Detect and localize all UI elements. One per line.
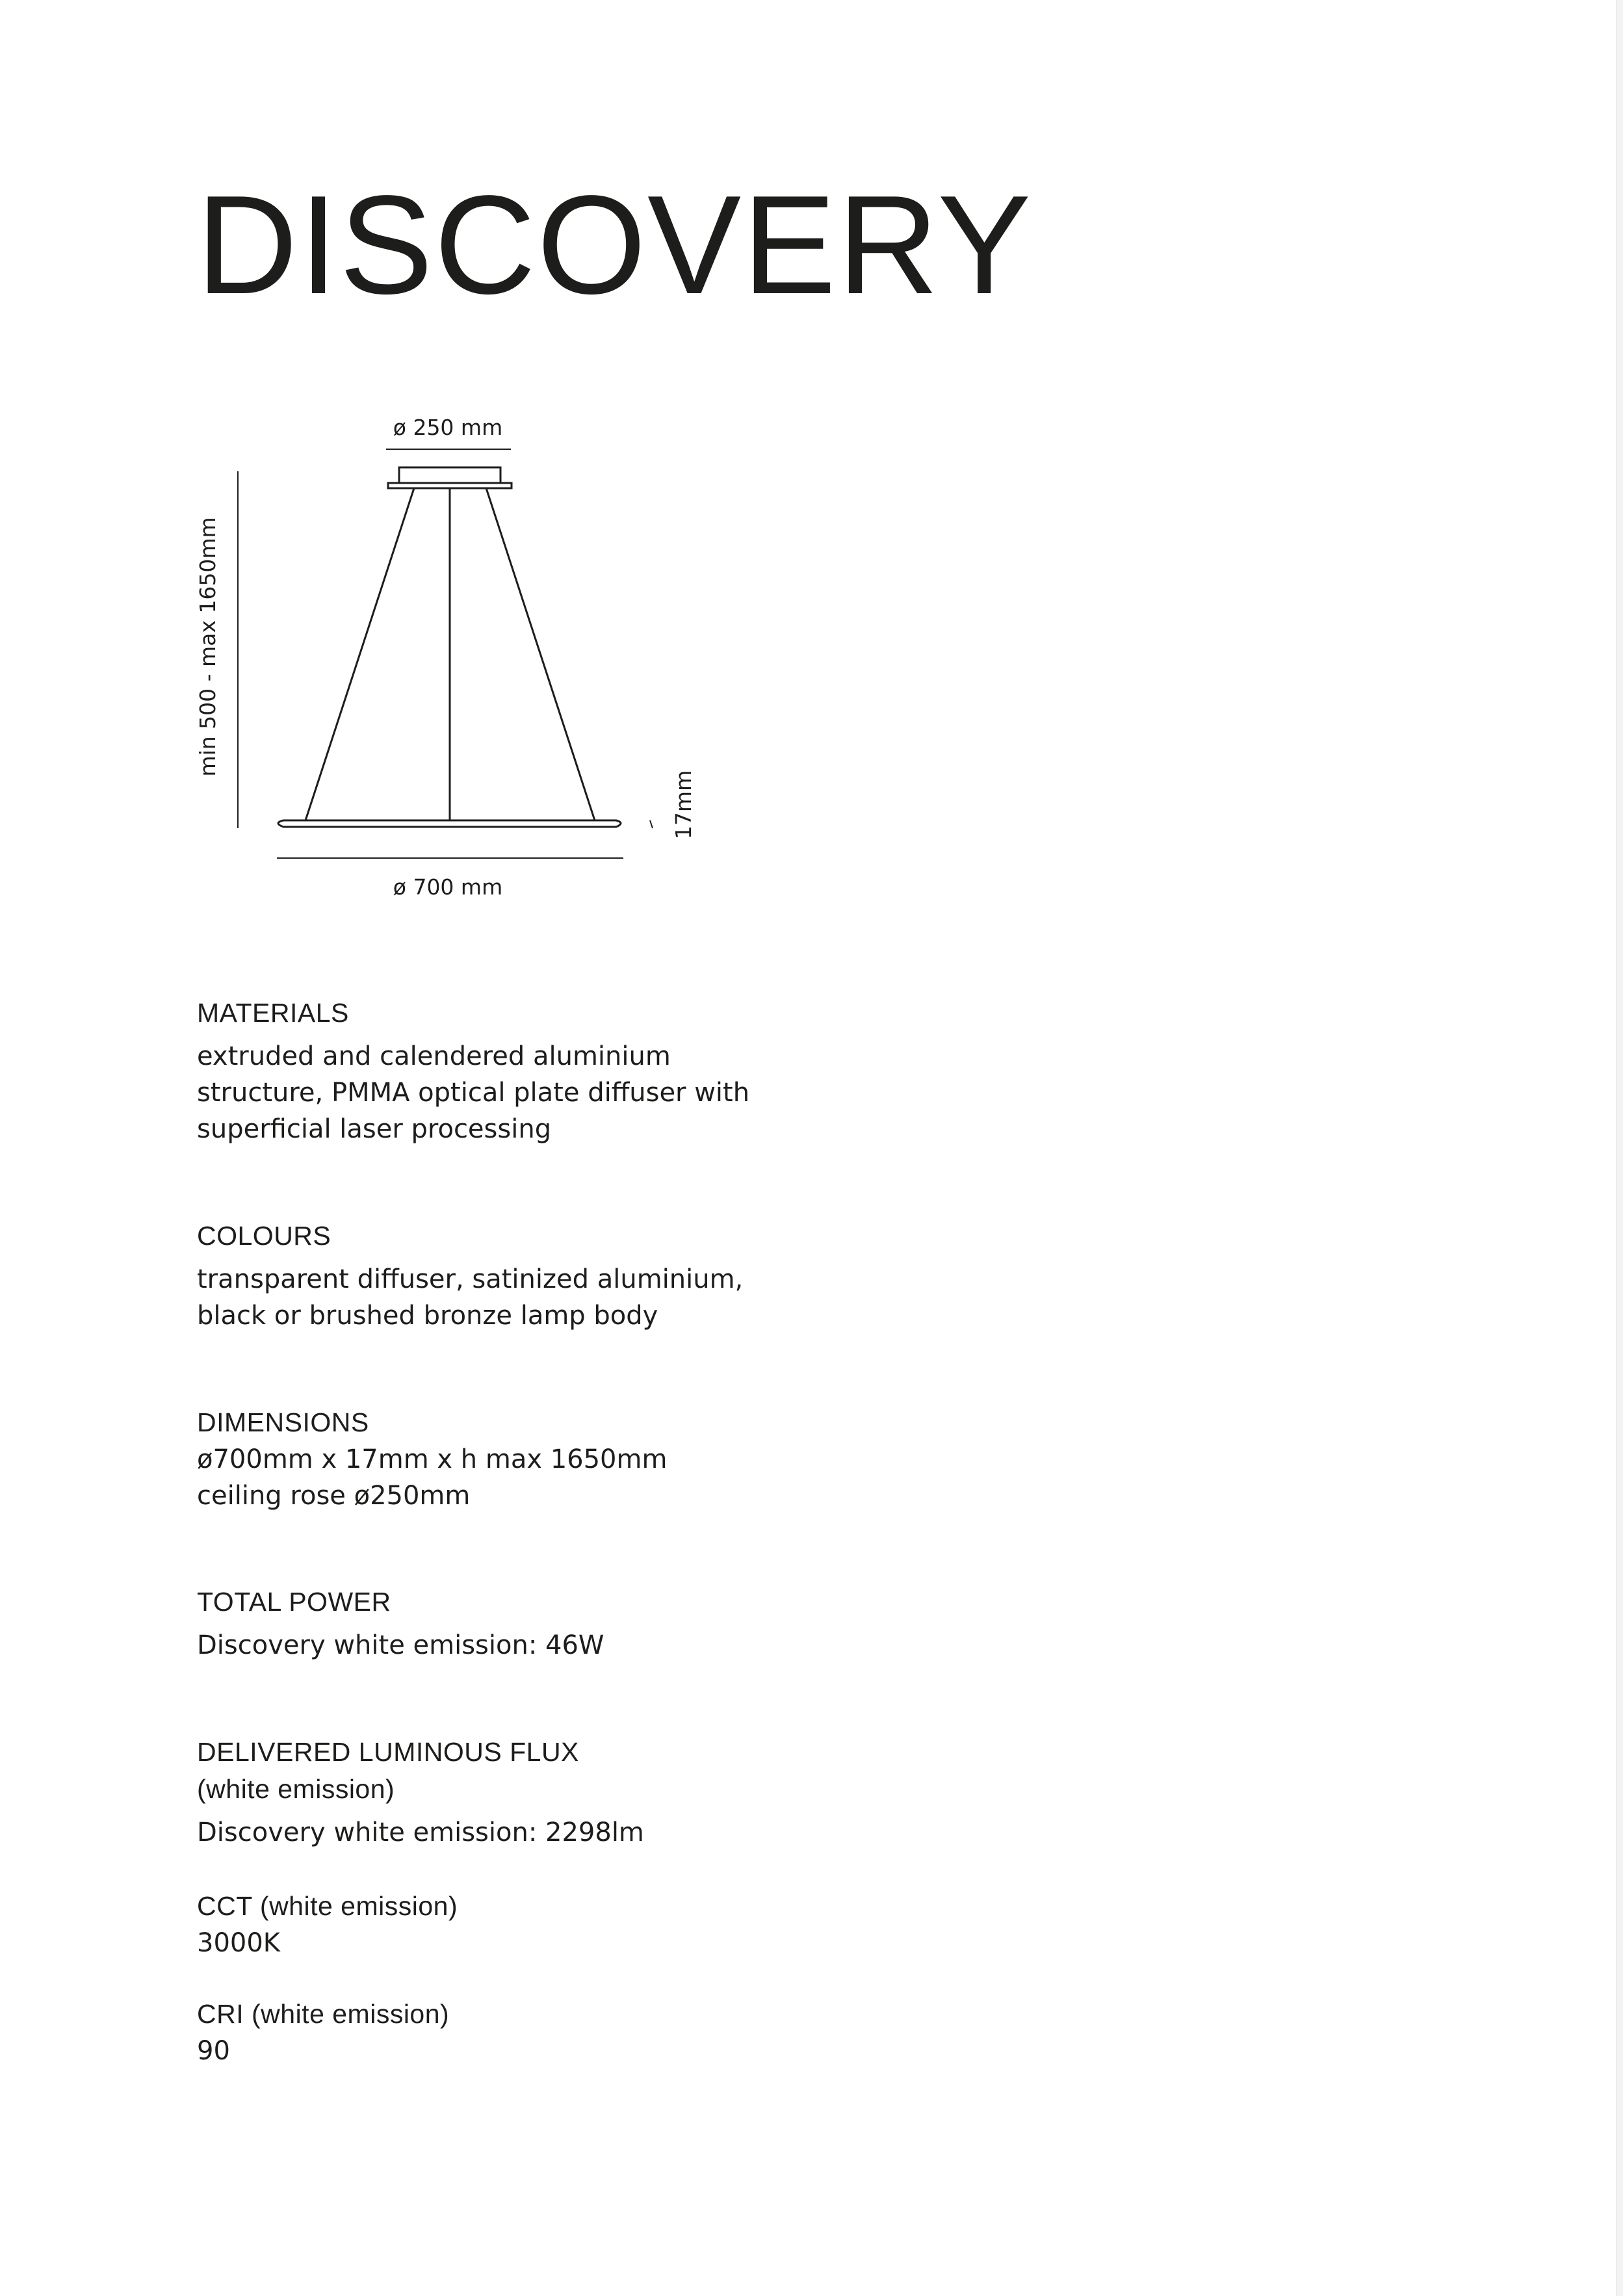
cri-heading: CRI (white emission) (197, 1999, 450, 2029)
total-power-text: Discovery white emission: 46W (197, 1630, 604, 1660)
ceiling-rose (399, 467, 500, 483)
cable-left (305, 488, 414, 820)
cable-right (486, 488, 595, 820)
cri-section (197, 1996, 977, 2069)
dimensions-text: ø700mm x 17mm x h max 1650mm ceiling rose ø250mm (197, 1444, 668, 1511)
technical-drawing (0, 0, 780, 923)
thickness-label: 17mm (671, 770, 696, 840)
luminous-flux-section (197, 1734, 977, 1851)
total-power-heading: TOTAL POWER (197, 1587, 391, 1617)
page-edge (1616, 0, 1623, 2296)
colours-section (197, 1218, 977, 1334)
materials-section (197, 995, 977, 1147)
colours-text: transparent diffuser, satinized aluminium, black or brushed bronze lamp body (197, 1264, 744, 1331)
product-title: DISCOVERY (196, 166, 1033, 323)
total-power-section (197, 1584, 977, 1663)
cct-section (197, 1888, 977, 1961)
ring-body (278, 820, 621, 827)
ceiling-rose-plate (388, 483, 512, 488)
cct-text: 3000K (197, 1928, 281, 1958)
cri-text: 90 (197, 2036, 230, 2066)
dimensions-heading: DIMENSIONS (197, 1407, 369, 1437)
dimensions-section (197, 1404, 977, 1514)
thickness-dimension-line (650, 820, 653, 828)
ring-diameter-label: ø 700 mm (393, 874, 503, 900)
cct-heading: CCT (white emission) (197, 1891, 458, 1921)
height-range-label: min 500 - max 1650mm (195, 517, 220, 777)
luminous-flux-text: Discovery white emission: 2298lm (197, 1818, 644, 1847)
materials-text: extruded and calendered aluminium structure, PMMA optical plate diffuser with superficial laser processing (197, 1041, 750, 1144)
luminous-flux-heading: DELIVERED LUMINOUS FLUX (white emission) (197, 1737, 579, 1804)
rose-diameter-label: ø 250 mm (393, 415, 503, 440)
materials-heading: MATERIALS (197, 998, 349, 1028)
colours-heading: COLOURS (197, 1221, 331, 1251)
